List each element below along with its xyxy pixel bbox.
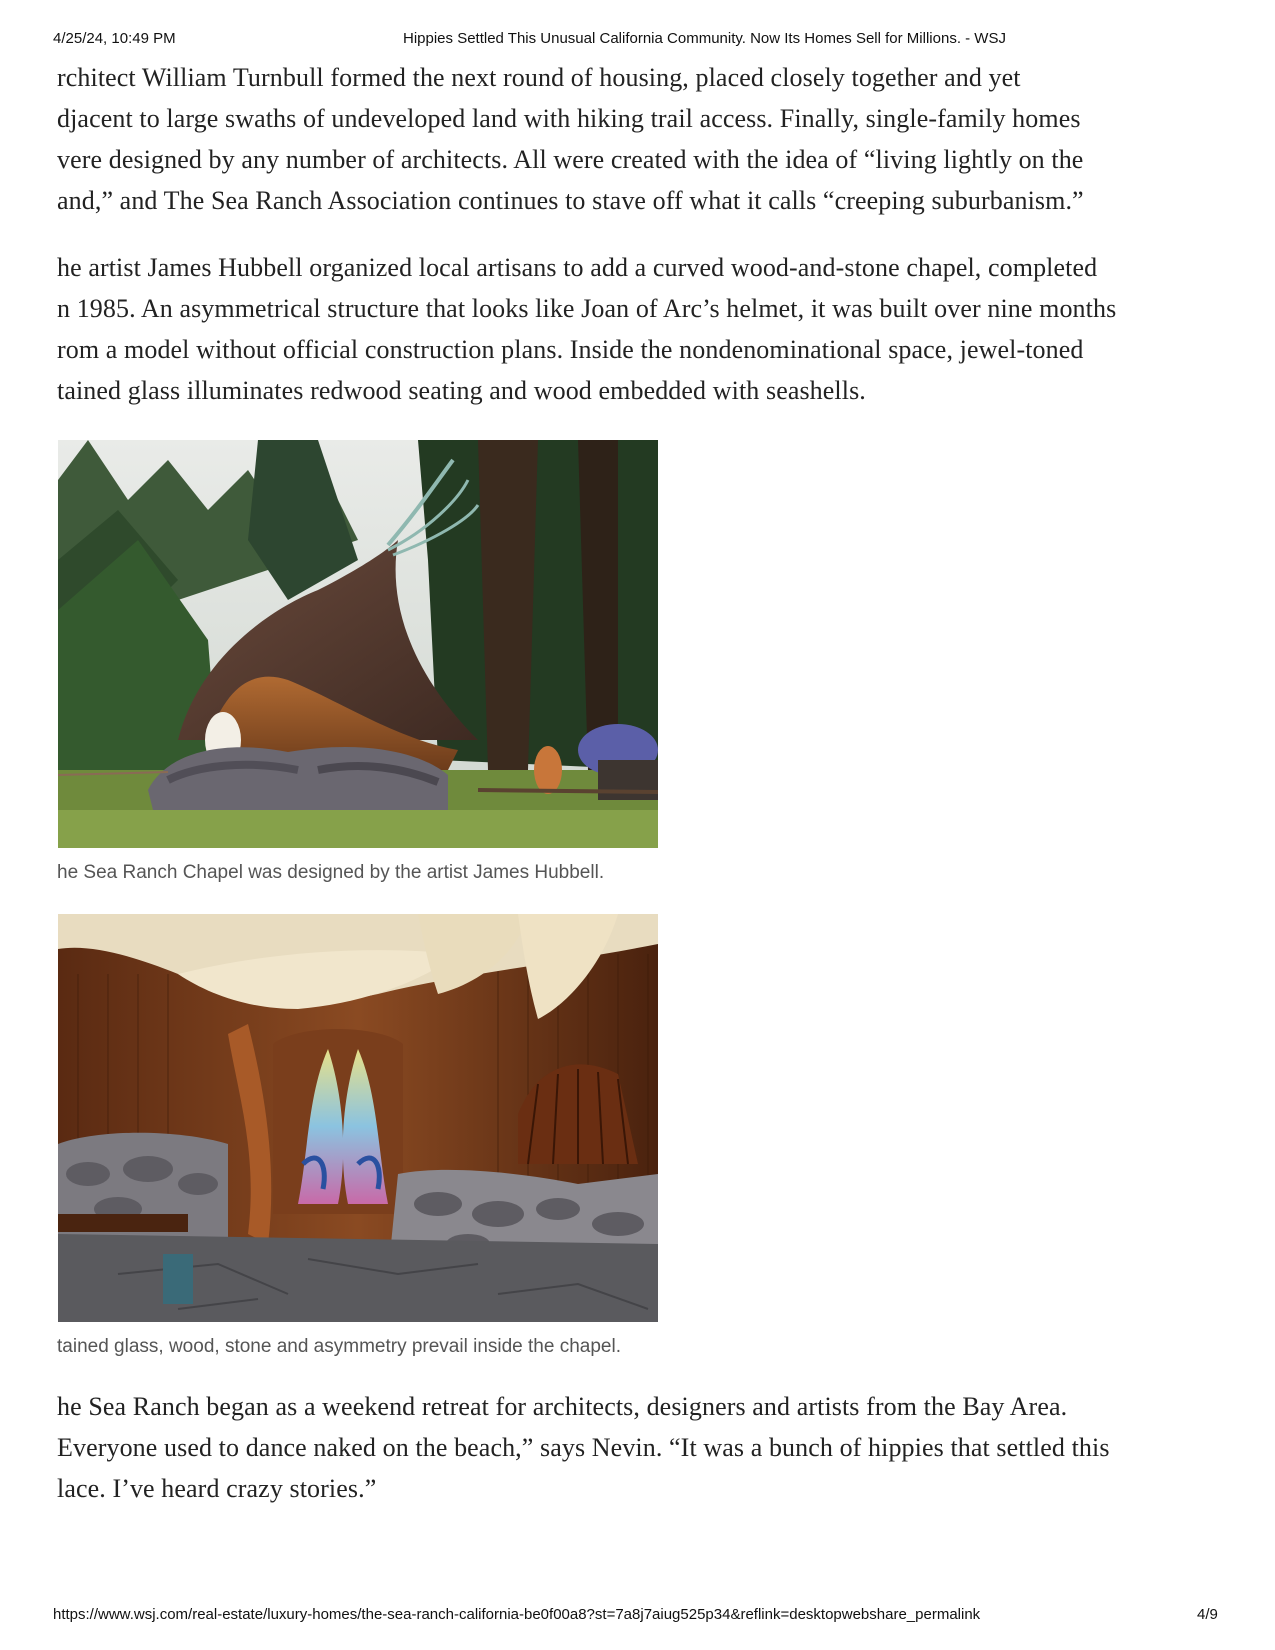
text-line: lace. I’ve heard crazy stories.”	[57, 1474, 377, 1503]
text-line: rom a model without official construction plans. Inside the nondenominational space, jewel-toned	[57, 335, 1084, 364]
photo-caption: tained glass, wood, stone and asymmetry prevail inside the chapel.	[57, 1336, 621, 1357]
text-line: he Sea Ranch began as a weekend retreat for architects, designers and artists from the Bay Area.	[57, 1392, 1068, 1421]
paragraph-architects	[57, 57, 1217, 221]
photo-caption: he Sea Ranch Chapel was designed by the artist James Hubbell.	[57, 862, 605, 883]
text-line: vere designed by any number of architects. All were created with the idea of “living lightly on the	[57, 145, 1084, 174]
text-line: he artist James Hubbell organized local artisans to add a curved wood-and-stone chapel, completed	[57, 253, 1098, 282]
page-url: https://www.wsj.com/real-estate/luxury-homes/the-sea-ranch-california-be0f00a8?st=7a8j7aiug525p34&reflink=desktopwebshare_permalink	[53, 1606, 981, 1623]
chapel-interior-photo	[58, 914, 658, 1322]
paragraph-hippies	[57, 1386, 1217, 1509]
chapel-exterior-photo	[58, 440, 658, 848]
text-line: n 1985. An asymmetrical structure that looks like Joan of Arc’s helmet, it was built over nine months	[57, 294, 1117, 323]
text-line: and,” and The Sea Ranch Association continues to stave off what it calls “creeping suburbanism.”	[57, 186, 1084, 215]
text-line: rchitect William Turnbull formed the next round of housing, placed closely together and yet	[57, 63, 1021, 92]
print-page-title: Hippies Settled This Unusual California Community. Now Its Homes Sell for Millions. - WSJ	[403, 30, 1006, 47]
text-line: tained glass illuminates redwood seating and wood embedded with seashells.	[57, 376, 866, 405]
text-line: djacent to large swaths of undeveloped land with hiking trail access. Finally, single-family homes	[57, 104, 1081, 133]
print-datetime: 4/25/24, 10:49 PM	[53, 30, 176, 47]
page-number: 4/9	[1197, 1606, 1218, 1623]
text-line: Everyone used to dance naked on the beach,” says Nevin. “It was a bunch of hippies that settled this	[57, 1433, 1110, 1462]
paragraph-chapel	[57, 247, 1217, 411]
